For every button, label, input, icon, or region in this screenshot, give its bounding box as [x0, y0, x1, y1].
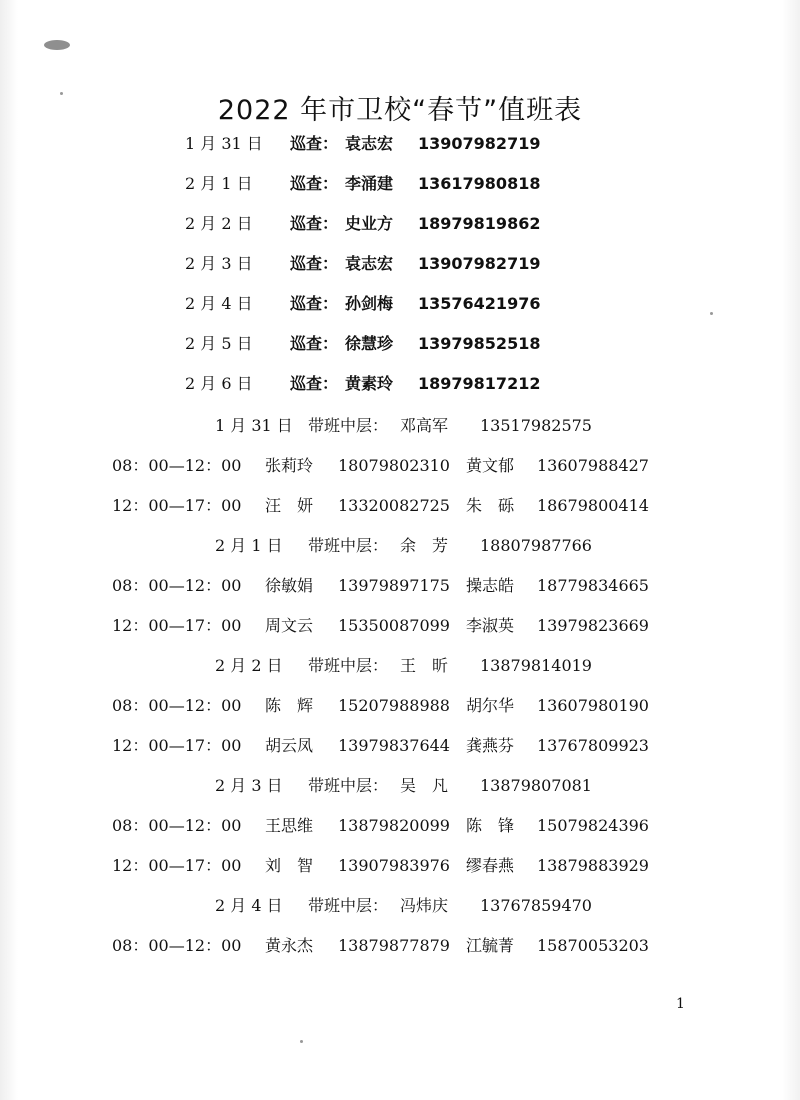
shift-time: 08：00—12：00 — [112, 816, 242, 835]
staff-2-phone: 15079824396 — [537, 816, 649, 835]
staff-1-name: 胡云凤 — [265, 736, 314, 755]
inspection-row — [0, 331, 800, 357]
day-date: 2 月 3 日 — [215, 776, 283, 795]
inspection-label: 巡查： — [290, 254, 339, 273]
inspection-phone: 13617980818 — [418, 174, 541, 193]
inspection-row — [0, 251, 800, 277]
shift-time: 08：00—12：00 — [112, 696, 242, 715]
inspection-name: 李涌建 — [345, 174, 394, 193]
shift-row — [0, 573, 800, 599]
leader-name: 吴 凡 — [400, 776, 449, 795]
inspection-name: 袁志宏 — [345, 134, 394, 153]
shift-time: 12：00—17：00 — [112, 856, 242, 875]
staff-2-phone: 15870053203 — [537, 936, 649, 955]
inspection-row — [0, 211, 800, 237]
staff-1-phone: 13879820099 — [338, 816, 450, 835]
staff-1-name: 陈 辉 — [265, 696, 314, 715]
document-title: 2022 年市卫校“春节”值班表 — [217, 95, 583, 126]
inspection-date: 1 月 31 日 — [185, 134, 263, 153]
inspection-phone: 13979852518 — [418, 334, 541, 353]
shift-row — [0, 693, 800, 719]
inspection-date: 2 月 3 日 — [185, 254, 253, 273]
inspection-date: 2 月 4 日 — [185, 294, 253, 313]
inspection-date: 2 月 5 日 — [185, 334, 253, 353]
staff-1-name: 王思维 — [265, 816, 314, 835]
staff-2-name: 黄文郁 — [466, 456, 515, 475]
staff-2-phone: 13607980190 — [537, 696, 649, 715]
shift-row — [0, 493, 800, 519]
shift-row — [0, 813, 800, 839]
leader-name: 王 昕 — [400, 656, 449, 675]
staff-2-name: 胡尔华 — [466, 696, 515, 715]
inspection-label: 巡查： — [290, 214, 339, 233]
inspection-label: 巡查： — [290, 374, 339, 393]
page-number: 1 — [676, 996, 685, 1012]
inspection-name: 袁志宏 — [345, 254, 394, 273]
staff-2-phone: 18679800414 — [537, 496, 649, 515]
staff-1-name: 张莉玲 — [265, 456, 314, 475]
staff-2-name: 缪春燕 — [466, 856, 515, 875]
inspection-label: 巡查： — [290, 334, 339, 353]
inspection-phone: 18979819862 — [418, 214, 541, 233]
shift-row — [0, 853, 800, 879]
day-date: 2 月 2 日 — [215, 656, 283, 675]
day-header — [0, 653, 800, 679]
day-date: 1 月 31 日 — [215, 416, 293, 435]
leader-phone: 13767859470 — [480, 896, 592, 915]
leader-phone: 13879814019 — [480, 656, 592, 675]
staff-1-phone: 15207988988 — [338, 696, 450, 715]
shift-row — [0, 613, 800, 639]
staff-2-name: 李淑英 — [466, 616, 515, 635]
day-header — [0, 893, 800, 919]
staff-1-name: 刘 智 — [265, 856, 314, 875]
inspection-label: 巡查： — [290, 294, 339, 313]
inspection-phone: 18979817212 — [418, 374, 541, 393]
inspection-row — [0, 171, 800, 197]
leader-label: 带班中层： — [308, 656, 389, 675]
inspection-name: 徐慧珍 — [345, 334, 394, 353]
inspection-label: 巡查： — [290, 174, 339, 193]
leader-phone: 13879807081 — [480, 776, 592, 795]
inspection-date: 2 月 6 日 — [185, 374, 253, 393]
staff-2-name: 陈 锋 — [466, 816, 515, 835]
shift-time: 08：00—12：00 — [112, 576, 242, 595]
staff-2-phone: 13879883929 — [537, 856, 649, 875]
inspection-phone: 13907982719 — [418, 254, 541, 273]
inspection-phone: 13907982719 — [418, 134, 541, 153]
day-header — [0, 773, 800, 799]
staff-1-phone: 13979837644 — [338, 736, 450, 755]
leader-label: 带班中层： — [308, 416, 389, 435]
staff-1-phone: 13320082725 — [338, 496, 450, 515]
staff-2-name: 江毓菁 — [466, 936, 515, 955]
staff-1-phone: 13907983976 — [338, 856, 450, 875]
leader-phone: 18807987766 — [480, 536, 592, 555]
inspection-label: 巡查： — [290, 134, 339, 153]
leader-name: 冯炜庆 — [400, 896, 449, 915]
inspection-row — [0, 131, 800, 157]
staff-2-name: 朱 砾 — [466, 496, 515, 515]
inspection-row — [0, 291, 800, 317]
leader-label: 带班中层： — [308, 896, 389, 915]
staff-1-phone: 13879877879 — [338, 936, 450, 955]
staff-1-name: 黄永杰 — [265, 936, 314, 955]
shift-row — [0, 733, 800, 759]
shift-time: 12：00—17：00 — [112, 736, 242, 755]
staff-2-name: 龚燕芬 — [466, 736, 515, 755]
leader-label: 带班中层： — [308, 536, 389, 555]
day-header — [0, 413, 800, 439]
inspection-row — [0, 371, 800, 397]
scan-speck — [300, 1040, 303, 1043]
leader-name: 邓高军 — [400, 416, 449, 435]
inspection-name: 黄素玲 — [345, 374, 394, 393]
staff-1-phone: 15350087099 — [338, 616, 450, 635]
staff-1-name: 徐敏娟 — [265, 576, 314, 595]
staff-2-phone: 13979823669 — [537, 616, 649, 635]
staff-1-name: 周文云 — [265, 616, 314, 635]
scan-smudge — [44, 40, 70, 50]
leader-phone: 13517982575 — [480, 416, 592, 435]
staff-1-name: 汪 妍 — [265, 496, 314, 515]
staff-2-phone: 13767809923 — [537, 736, 649, 755]
shift-row — [0, 933, 800, 959]
leader-label: 带班中层： — [308, 776, 389, 795]
day-date: 2 月 4 日 — [215, 896, 283, 915]
inspection-date: 2 月 1 日 — [185, 174, 253, 193]
shift-time: 12：00—17：00 — [112, 616, 242, 635]
shift-time: 08：00—12：00 — [112, 456, 242, 475]
staff-1-phone: 13979897175 — [338, 576, 450, 595]
staff-1-phone: 18079802310 — [338, 456, 450, 475]
inspection-name: 孙剑梅 — [345, 294, 394, 313]
leader-name: 余 芳 — [400, 536, 449, 555]
staff-2-name: 操志皓 — [466, 576, 515, 595]
shift-time: 08：00—12：00 — [112, 936, 242, 955]
shift-time: 12：00—17：00 — [112, 496, 242, 515]
day-header — [0, 533, 800, 559]
inspection-phone: 13576421976 — [418, 294, 541, 313]
shift-row — [0, 453, 800, 479]
inspection-date: 2 月 2 日 — [185, 214, 253, 233]
day-date: 2 月 1 日 — [215, 536, 283, 555]
inspection-name: 史业方 — [345, 214, 394, 233]
staff-2-phone: 13607988427 — [537, 456, 649, 475]
staff-2-phone: 18779834665 — [537, 576, 649, 595]
